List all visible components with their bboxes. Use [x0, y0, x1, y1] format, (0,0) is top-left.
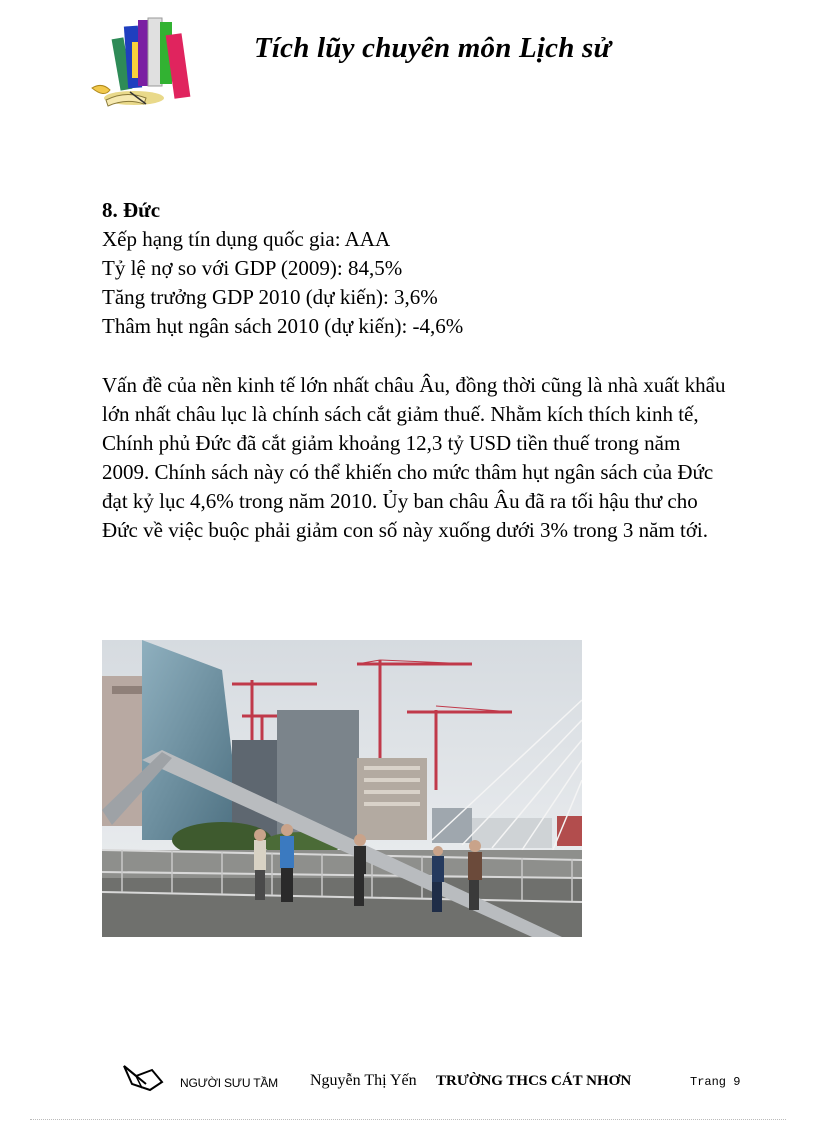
- footer-school: TRƯỜNG THCS CÁT NHƠN: [436, 1073, 632, 1089]
- footer-collector: NGƯỜI SƯU TẦM: [180, 1076, 278, 1090]
- books-icon: [86, 12, 206, 110]
- page-number: Trang 9: [690, 1075, 741, 1089]
- footer-divider: [30, 1119, 786, 1120]
- page-footer: [0, 1060, 816, 1100]
- fact-credit-rating: Xếp hạng tín dụng quốc gia: AAA: [102, 227, 391, 251]
- footer-author: Nguyễn Thị Yến: [310, 1072, 417, 1089]
- section-heading: 8. Đức: [102, 198, 161, 222]
- page-title: Tích lũy chuyên môn Lịch sử: [254, 32, 612, 64]
- writing-hand-icon: [122, 1060, 164, 1092]
- fact-debt-ratio: Tỷ lệ nợ so với GDP (2009): 84,5%: [102, 256, 403, 280]
- body-paragraph: Vấn đề của nền kinh tế lớn nhất châu Âu, đồng thời cũng là nhà xuất khẩu lớn nhất châu lục là chính sách cắt giảm thuế. Nhằm kích thích kinh tế, Chính phủ Đức đã cắt giảm khoảng 12,3 tỷ USD tiền thuế trong năm 2009. Chính sách này có thể khiến cho mức thâm hụt ngân sách của Đức đạt kỷ lục 4,6% trong năm 2010. Ủy ban châu Âu đã ra tối hậu thư cho Đức về việc buộc phải giảm con số này xuống dưới 3% trong 3 năm tới.: [102, 373, 726, 542]
- fact-gdp-growth: Tăng trưởng GDP 2010 (dự kiến): 3,6%: [102, 285, 438, 309]
- city-construction-photo: [102, 640, 582, 937]
- fact-budget-deficit: Thâm hụt ngân sách 2010 (dự kiến): -4,6%: [102, 314, 464, 338]
- country-section: [102, 196, 742, 545]
